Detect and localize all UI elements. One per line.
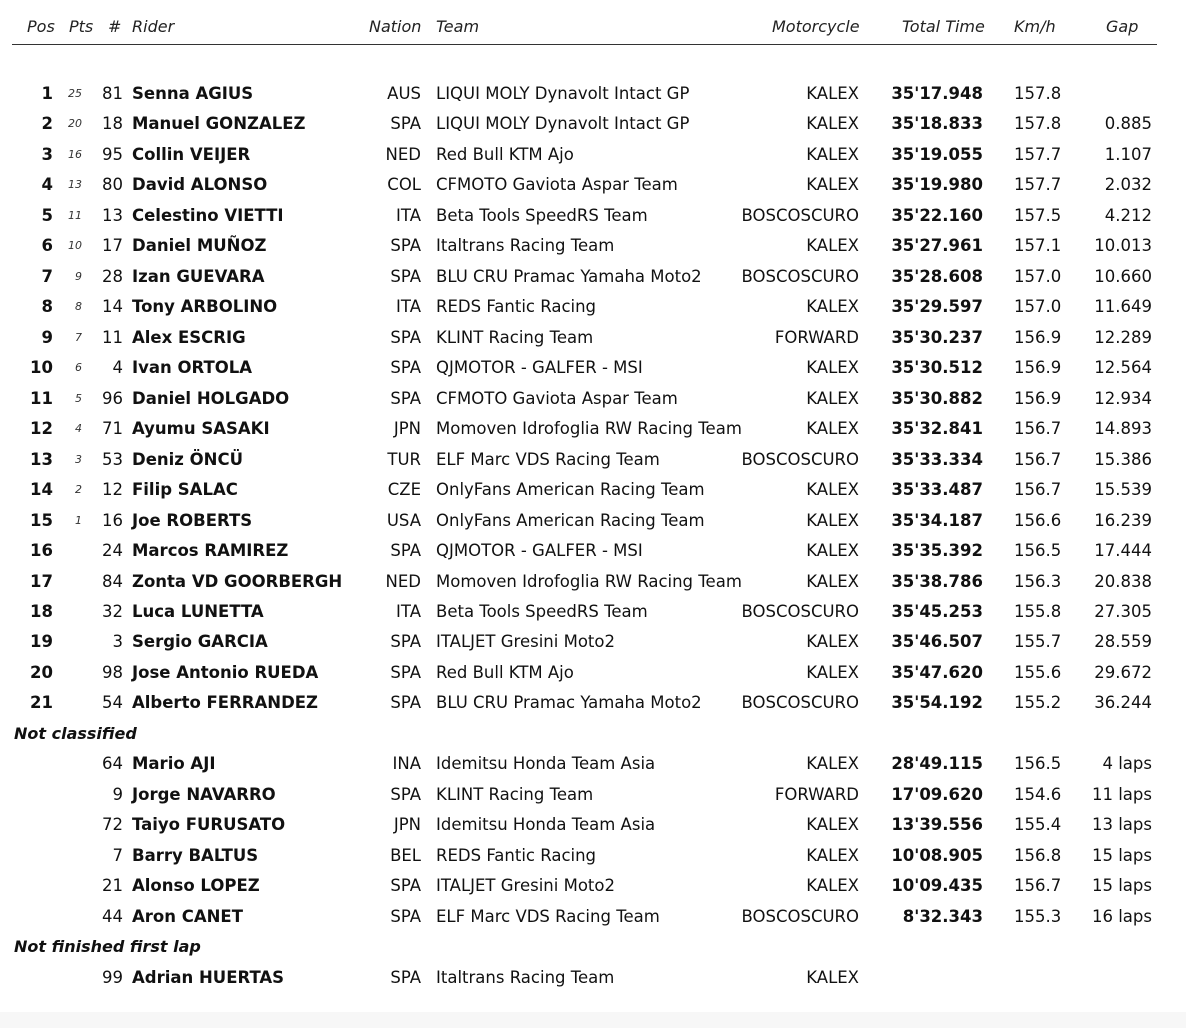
table-row — [0, 353, 1186, 383]
motorcycle-cell: BOSCOSCURO — [741, 449, 859, 469]
nation-cell: ITA — [396, 297, 421, 317]
rider-name-cell: Daniel HOLGADO — [132, 388, 290, 408]
rider-number-cell: 3 — [112, 632, 123, 652]
nation-cell: INA — [392, 754, 421, 774]
gap-cell: 15 laps — [1091, 845, 1152, 865]
results-table — [0, 79, 1186, 993]
nation-cell: USA — [386, 510, 421, 530]
points-cell: 25 — [68, 87, 82, 100]
total-time-cell: 35'30.882 — [891, 388, 983, 408]
speed-kmh-cell: 157.8 — [1014, 114, 1062, 134]
rider-name-cell: Ayumu SASAKI — [132, 419, 270, 439]
table-row — [0, 597, 1186, 627]
total-time-cell: 35'17.948 — [891, 84, 983, 103]
speed-kmh-cell: 156.8 — [1014, 845, 1062, 865]
total-time-cell: 35'38.786 — [891, 571, 983, 591]
speed-kmh-cell: 157.7 — [1014, 175, 1062, 195]
total-time-cell: 35'19.055 — [891, 144, 983, 164]
nation-cell: SPA — [390, 906, 421, 926]
rider-name-cell: David ALONSO — [132, 175, 268, 195]
nation-cell: TUR — [387, 449, 421, 469]
team-cell: REDS Fantic Racing — [436, 297, 597, 317]
gap-cell: 13 laps — [1091, 815, 1152, 835]
rider-number-cell: 71 — [102, 419, 123, 439]
header-gap: Gap — [1106, 17, 1139, 36]
motorcycle-cell: KALEX — [806, 358, 859, 378]
points-cell: 13 — [68, 178, 82, 192]
position-cell: 10 — [30, 358, 53, 378]
points-cell: 7 — [75, 330, 82, 344]
motorcycle-cell: KALEX — [806, 480, 859, 500]
nation-cell: CZE — [387, 480, 421, 500]
speed-kmh-cell: 156.9 — [1014, 327, 1062, 347]
position-cell: 17 — [30, 571, 53, 591]
speed-kmh-cell: 156.7 — [1014, 480, 1062, 500]
motorcycle-cell: KALEX — [806, 114, 859, 134]
total-time-cell: 35'35.392 — [891, 541, 983, 561]
nation-cell: BEL — [390, 845, 421, 865]
position-cell: 12 — [30, 419, 53, 439]
total-time-cell: 35'34.187 — [891, 510, 983, 530]
speed-kmh-cell: 155.8 — [1014, 601, 1062, 621]
rider-name-cell: Barry BALTUS — [132, 845, 259, 865]
team-cell: Momoven Idrofoglia RW Racing Team — [436, 419, 742, 439]
gap-cell: 29.672 — [1094, 662, 1152, 682]
table-row — [0, 79, 1186, 109]
team-cell: CFMOTO Gaviota Aspar Team — [436, 388, 678, 408]
rider-name-cell: Taiyo FURUSATO — [132, 815, 286, 835]
position-cell: 8 — [41, 297, 53, 317]
position-cell: 18 — [30, 601, 53, 621]
rider-number-cell: 4 — [112, 358, 123, 378]
total-time-cell: 35'19.980 — [891, 175, 983, 195]
table-row — [0, 627, 1186, 657]
speed-kmh-cell: 157.0 — [1014, 266, 1062, 286]
total-time-cell: 35'30.237 — [891, 327, 983, 347]
team-cell: KLINT Racing Team — [436, 327, 594, 347]
rider-name-cell: Marcos RAMIREZ — [132, 541, 289, 561]
table-row — [0, 323, 1186, 353]
rider-number-cell: 99 — [102, 967, 123, 987]
gap-cell: 15 laps — [1091, 876, 1152, 896]
position-cell: 11 — [30, 388, 53, 408]
position-cell: 7 — [41, 266, 53, 286]
table-row — [0, 871, 1186, 901]
header-rider: Rider — [132, 17, 175, 36]
gap-cell: 11.649 — [1094, 297, 1152, 317]
total-time-cell: 35'18.833 — [891, 114, 983, 134]
gap-cell: 1.107 — [1104, 144, 1152, 164]
table-row — [0, 841, 1186, 871]
table-row — [0, 567, 1186, 597]
nation-cell: NED — [385, 144, 421, 164]
nation-cell: SPA — [390, 541, 421, 561]
gap-cell: 28.559 — [1094, 632, 1152, 652]
total-time-cell: 35'28.608 — [891, 266, 983, 286]
total-time-cell: 35'22.160 — [891, 205, 983, 225]
motorcycle-cell: FORWARD — [774, 327, 859, 347]
rider-name-cell: Alonso LOPEZ — [132, 876, 260, 896]
rider-number-cell: 81 — [102, 84, 123, 103]
motorcycle-cell: KALEX — [806, 845, 859, 865]
team-cell: Idemitsu Honda Team Asia — [436, 754, 656, 774]
speed-kmh-cell: 156.7 — [1014, 876, 1062, 896]
gap-cell: 12.564 — [1094, 358, 1152, 378]
rider-number-cell: 84 — [102, 571, 123, 591]
gap-cell: 0.885 — [1104, 114, 1152, 134]
rider-name-cell: Jose Antonio RUEDA — [132, 662, 319, 682]
team-cell: ITALJET Gresini Moto2 — [436, 876, 615, 896]
rider-name-cell: Joe ROBERTS — [132, 510, 253, 530]
position-cell: 16 — [30, 541, 53, 561]
rider-name-cell: Collin VEIJER — [132, 144, 251, 164]
rider-number-cell: 11 — [102, 327, 123, 347]
speed-kmh-cell: 156.9 — [1014, 388, 1062, 408]
nation-cell: SPA — [390, 266, 421, 286]
rider-name-cell: Sergio GARCIA — [132, 632, 268, 652]
gap-cell: 14.893 — [1094, 419, 1152, 439]
total-time-cell: 17'09.620 — [891, 784, 983, 804]
speed-kmh-cell: 157.0 — [1014, 297, 1062, 317]
results-header — [12, 16, 1157, 45]
speed-kmh-cell: 157.1 — [1014, 236, 1062, 256]
nation-cell: SPA — [390, 967, 421, 987]
position-cell: 21 — [30, 693, 53, 713]
rider-number-cell: 7 — [112, 845, 123, 865]
gap-cell: 10.013 — [1094, 236, 1152, 256]
nation-cell: ITA — [396, 601, 421, 621]
speed-kmh-cell: 156.5 — [1014, 754, 1062, 774]
team-cell: ELF Marc VDS Racing Team — [436, 906, 660, 926]
motorcycle-cell: KALEX — [806, 632, 859, 652]
speed-kmh-cell: 156.6 — [1014, 510, 1062, 530]
motorcycle-cell: BOSCOSCURO — [741, 906, 859, 926]
rider-number-cell: 17 — [102, 236, 123, 256]
table-row — [0, 475, 1186, 505]
motorcycle-cell: KALEX — [806, 175, 859, 195]
table-row — [0, 262, 1186, 292]
rider-number-cell: 98 — [102, 662, 123, 682]
header-kmh: Km/h — [1014, 17, 1056, 36]
nation-cell: SPA — [390, 236, 421, 256]
points-cell: 5 — [75, 391, 82, 405]
table-row — [0, 445, 1186, 475]
total-time-cell: 8'32.343 — [902, 906, 983, 926]
position-cell: 3 — [41, 144, 53, 164]
table-row — [0, 109, 1186, 139]
total-time-cell: 35'33.487 — [891, 480, 983, 500]
table-row — [0, 536, 1186, 566]
nation-cell: SPA — [390, 784, 421, 804]
rider-name-cell: Filip SALAC — [132, 480, 238, 500]
points-cell: 4 — [75, 422, 82, 436]
points-cell: 3 — [75, 452, 82, 466]
points-cell: 20 — [68, 117, 82, 131]
speed-kmh-cell: 157.7 — [1014, 144, 1062, 164]
position-cell: 19 — [30, 632, 53, 652]
team-cell: LIQUI MOLY Dynavolt Intact GP — [436, 114, 690, 134]
table-row — [0, 810, 1186, 840]
total-time-cell: 10'09.435 — [891, 876, 983, 896]
rider-number-cell: 21 — [102, 876, 123, 896]
gap-cell: 4.212 — [1104, 205, 1152, 225]
position-cell: 1 — [41, 84, 53, 103]
table-row — [0, 140, 1186, 170]
rider-name-cell: Luca LUNETTA — [132, 601, 264, 621]
team-cell: Italtrans Racing Team — [436, 967, 615, 987]
total-time-cell: 35'45.253 — [891, 601, 983, 621]
nation-cell: COL — [387, 175, 421, 195]
speed-kmh-cell: 156.7 — [1014, 449, 1062, 469]
table-row — [0, 231, 1186, 261]
points-cell: 8 — [75, 300, 82, 314]
page-footer-band — [0, 1012, 1186, 1028]
rider-name-cell: Manuel GONZALEZ — [132, 114, 306, 134]
motorcycle-cell: KALEX — [806, 754, 859, 774]
team-cell: Beta Tools SpeedRS Team — [436, 601, 648, 621]
total-time-cell: 35'54.192 — [891, 693, 983, 713]
motorcycle-cell: BOSCOSCURO — [741, 266, 859, 286]
team-cell: OnlyFans American Racing Team — [436, 480, 705, 500]
speed-kmh-cell: 155.4 — [1014, 815, 1062, 835]
rider-name-cell: Ivan ORTOLA — [132, 358, 253, 378]
rider-number-cell: 16 — [102, 510, 123, 530]
header-total-time: Total Time — [902, 17, 985, 36]
rider-number-cell: 28 — [102, 266, 123, 286]
table-row — [0, 688, 1186, 718]
motorcycle-cell: KALEX — [806, 297, 859, 317]
rider-number-cell: 13 — [102, 205, 123, 225]
header-nation: Nation — [369, 17, 422, 36]
speed-kmh-cell: 155.3 — [1014, 906, 1062, 926]
team-cell: Momoven Idrofoglia RW Racing Team — [436, 571, 742, 591]
nation-cell: JPN — [393, 419, 421, 439]
gap-cell: 36.244 — [1094, 693, 1152, 713]
total-time-cell: 35'33.334 — [891, 449, 983, 469]
nation-cell: SPA — [390, 327, 421, 347]
motorcycle-cell: KALEX — [806, 876, 859, 896]
total-time-cell: 10'08.905 — [891, 845, 983, 865]
team-cell: Beta Tools SpeedRS Team — [436, 205, 648, 225]
nation-cell: SPA — [390, 693, 421, 713]
nation-cell: AUS — [387, 84, 421, 103]
gap-cell: 16.239 — [1094, 510, 1152, 530]
points-cell: 16 — [68, 147, 82, 161]
header-number: # — [108, 17, 122, 36]
team-cell: ITALJET Gresini Moto2 — [436, 632, 615, 652]
nation-cell: NED — [385, 571, 421, 591]
table-row — [0, 292, 1186, 322]
gap-cell: 2.032 — [1104, 175, 1152, 195]
total-time-cell: 35'30.512 — [891, 358, 983, 378]
table-row — [0, 506, 1186, 536]
nation-cell: JPN — [393, 815, 421, 835]
rider-name-cell: Adrian HUERTAS — [132, 967, 285, 987]
team-cell: KLINT Racing Team — [436, 784, 594, 804]
rider-name-cell: Jorge NAVARRO — [132, 784, 276, 804]
gap-cell: 27.305 — [1094, 601, 1152, 621]
motorcycle-cell: KALEX — [806, 662, 859, 682]
section-not-finished-first-lap: Not finished first lap — [14, 937, 201, 957]
rider-name-cell: Izan GUEVARA — [132, 266, 265, 286]
rider-number-cell: 14 — [102, 297, 123, 317]
position-cell: 4 — [41, 175, 53, 195]
rider-number-cell: 96 — [102, 388, 123, 408]
motorcycle-cell: KALEX — [806, 388, 859, 408]
rider-number-cell: 64 — [102, 754, 123, 774]
rider-number-cell: 9 — [112, 784, 123, 804]
rider-name-cell: Deniz ÖNCÜ — [132, 449, 243, 469]
total-time-cell: 35'29.597 — [891, 297, 983, 317]
nation-cell: SPA — [390, 876, 421, 896]
table-row — [0, 963, 1186, 993]
rider-name-cell: Senna AGIUS — [132, 84, 254, 103]
header-pos: Pos — [27, 17, 55, 36]
rider-name-cell: Daniel MUÑOZ — [132, 236, 267, 256]
speed-kmh-cell: 155.2 — [1014, 693, 1062, 713]
nation-cell: ITA — [396, 205, 421, 225]
team-cell: OnlyFans American Racing Team — [436, 510, 705, 530]
motorcycle-cell: BOSCOSCURO — [741, 601, 859, 621]
points-cell: 6 — [75, 361, 82, 375]
rider-number-cell: 53 — [102, 449, 123, 469]
speed-kmh-cell: 156.5 — [1014, 541, 1062, 561]
header-motorcycle: Motorcycle — [772, 17, 860, 36]
total-time-cell: 35'27.961 — [891, 236, 983, 256]
gap-cell: 15.539 — [1094, 480, 1152, 500]
gap-cell: 20.838 — [1094, 571, 1152, 591]
rider-number-cell: 95 — [102, 144, 123, 164]
position-cell: 15 — [30, 510, 53, 530]
team-cell: Red Bull KTM Ajo — [436, 144, 574, 164]
rider-name-cell: Alberto FERRANDEZ — [132, 693, 318, 713]
total-time-cell: 28'49.115 — [891, 754, 983, 774]
nation-cell: SPA — [390, 388, 421, 408]
rider-number-cell: 80 — [102, 175, 123, 195]
total-time-cell: 35'46.507 — [891, 632, 983, 652]
motorcycle-cell: FORWARD — [774, 784, 859, 804]
gap-cell: 12.289 — [1094, 327, 1152, 347]
motorcycle-cell: KALEX — [806, 541, 859, 561]
rider-number-cell: 12 — [102, 480, 123, 500]
rider-name-cell: Aron CANET — [132, 906, 243, 926]
position-cell: 5 — [41, 205, 53, 225]
nation-cell: SPA — [390, 632, 421, 652]
rider-name-cell: Tony ARBOLINO — [132, 297, 278, 317]
gap-cell: 16 laps — [1091, 906, 1152, 926]
team-cell: QJMOTOR - GALFER - MSI — [436, 358, 643, 378]
table-row — [0, 902, 1186, 932]
points-cell: 9 — [75, 269, 82, 283]
header-pts: Pts — [69, 17, 94, 36]
section-not-classified: Not classified — [14, 723, 137, 743]
gap-cell: 12.934 — [1094, 388, 1152, 408]
gap-cell: 11 laps — [1091, 784, 1152, 804]
table-row — [0, 201, 1186, 231]
motorcycle-cell: BOSCOSCURO — [741, 693, 859, 713]
header-team: Team — [436, 17, 480, 36]
team-cell: ELF Marc VDS Racing Team — [436, 449, 660, 469]
rider-name-cell: Alex ESCRIG — [132, 327, 246, 347]
total-time-cell: 13'39.556 — [891, 815, 983, 835]
speed-kmh-cell: 154.6 — [1014, 784, 1062, 804]
table-row — [0, 658, 1186, 688]
gap-cell: 4 laps — [1102, 754, 1152, 774]
speed-kmh-cell: 155.7 — [1014, 632, 1062, 652]
motorcycle-cell: BOSCOSCURO — [741, 205, 859, 225]
gap-cell: 15.386 — [1094, 449, 1152, 469]
position-cell: 6 — [41, 236, 53, 256]
speed-kmh-cell: 156.7 — [1014, 419, 1062, 439]
team-cell: BLU CRU Pramac Yamaha Moto2 — [436, 693, 702, 713]
motorcycle-cell: KALEX — [806, 967, 859, 987]
rider-number-cell: 54 — [102, 693, 123, 713]
speed-kmh-cell: 156.3 — [1014, 571, 1062, 591]
speed-kmh-cell: 157.8 — [1014, 84, 1062, 103]
total-time-cell: 35'47.620 — [891, 662, 983, 682]
rider-number-cell: 24 — [102, 541, 123, 561]
speed-kmh-cell: 155.6 — [1014, 662, 1062, 682]
team-cell: Idemitsu Honda Team Asia — [436, 815, 656, 835]
rider-number-cell: 72 — [102, 815, 123, 835]
rider-number-cell: 32 — [102, 601, 123, 621]
team-cell: BLU CRU Pramac Yamaha Moto2 — [436, 266, 702, 286]
motorcycle-cell: KALEX — [806, 815, 859, 835]
nation-cell: SPA — [390, 662, 421, 682]
rider-number-cell: 18 — [102, 114, 123, 134]
position-cell: 9 — [41, 327, 53, 347]
team-cell: CFMOTO Gaviota Aspar Team — [436, 175, 678, 195]
rider-number-cell: 44 — [102, 906, 123, 926]
team-cell: Italtrans Racing Team — [436, 236, 615, 256]
table-row — [0, 749, 1186, 779]
team-cell: QJMOTOR - GALFER - MSI — [436, 541, 643, 561]
gap-cell: 17.444 — [1094, 541, 1152, 561]
gap-cell: 10.660 — [1094, 266, 1152, 286]
motorcycle-cell: KALEX — [806, 84, 859, 103]
team-cell: Red Bull KTM Ajo — [436, 662, 574, 682]
motorcycle-cell: KALEX — [806, 510, 859, 530]
points-cell: 10 — [68, 239, 82, 253]
speed-kmh-cell: 156.9 — [1014, 358, 1062, 378]
table-row — [0, 780, 1186, 810]
motorcycle-cell: KALEX — [806, 571, 859, 591]
points-cell: 2 — [75, 483, 82, 497]
motorcycle-cell: KALEX — [806, 419, 859, 439]
table-row — [0, 170, 1186, 200]
points-cell: 11 — [68, 208, 82, 222]
table-row — [0, 414, 1186, 444]
position-cell: 2 — [41, 114, 53, 134]
rider-name-cell: Mario AJI — [132, 754, 216, 774]
rider-name-cell: Celestino VIETTI — [132, 205, 284, 225]
table-row — [0, 384, 1186, 414]
position-cell: 13 — [30, 449, 53, 469]
total-time-cell: 35'32.841 — [891, 419, 983, 439]
nation-cell: SPA — [390, 358, 421, 378]
motorcycle-cell: KALEX — [806, 144, 859, 164]
position-cell: 14 — [30, 480, 53, 500]
position-cell: 20 — [30, 662, 53, 682]
rider-name-cell: Zonta VD GOORBERGH — [132, 571, 343, 591]
motorcycle-cell: KALEX — [806, 236, 859, 256]
team-cell: LIQUI MOLY Dynavolt Intact GP — [436, 84, 690, 103]
speed-kmh-cell: 157.5 — [1014, 205, 1062, 225]
nation-cell: SPA — [390, 114, 421, 134]
points-cell: 1 — [75, 513, 82, 527]
team-cell: REDS Fantic Racing — [436, 845, 597, 865]
